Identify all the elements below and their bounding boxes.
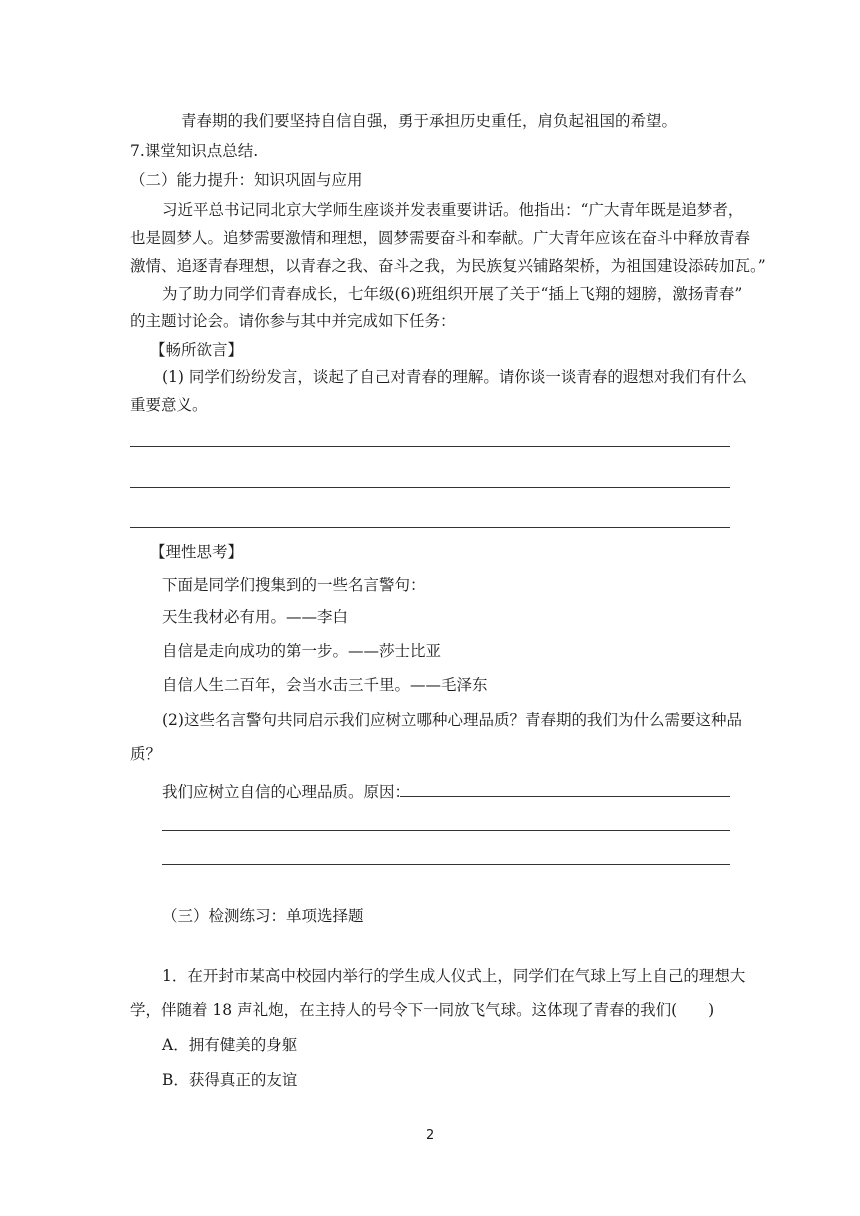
question-1-line-2: 重要意义。 bbox=[130, 396, 208, 414]
answer-line-2[interactable] bbox=[130, 487, 730, 488]
subsection-heading-think: 【理性思考】 bbox=[150, 543, 244, 561]
mcq-1-option-b[interactable]: B．获得真正的友谊 bbox=[162, 1071, 298, 1089]
answer-line-1[interactable] bbox=[130, 446, 730, 447]
mcq-1-option-a[interactable]: A．拥有健美的身躯 bbox=[162, 1036, 298, 1054]
answer-line-4[interactable] bbox=[162, 830, 730, 831]
answer-line-5[interactable] bbox=[162, 864, 730, 865]
question-1-line-1: (1) 同学们纷纷发言，谈起了自己对青春的理解。请你谈一谈青春的遐想对我们有什么 bbox=[162, 368, 747, 386]
mcq-1-line-2: 学，伴随着 18 声礼炮，在主持人的号令下一同放飞气球。这体现了青春的我们( ) bbox=[130, 1001, 715, 1019]
question-2-line-2: 质？ bbox=[130, 745, 162, 763]
summary-sentence: 青春期的我们要坚持自信自强，勇于承担历史重任，肩负起祖国的希望。 bbox=[181, 112, 678, 130]
answer-line-3[interactable] bbox=[130, 527, 730, 528]
task-intro-line-2: 的主题讨论会。请你参与其中并完成如下任务： bbox=[130, 312, 456, 330]
mcq-1-line-1: 1．在开封市某高中校园内举行的学生成人仪式上，同学们在气球上写上自己的理想大 bbox=[162, 967, 746, 985]
answer-reason-underline[interactable] bbox=[400, 796, 730, 797]
section-3-heading: （三）检测练习：单项选择题 bbox=[162, 907, 364, 925]
answer-prompt: 我们应树立自信的心理品质。原因： bbox=[162, 783, 411, 801]
material-paragraph-line-2: 也是圆梦人。追梦需要激情和理想，圆梦需要奋斗和奉献。广大青年应该在奋斗中释放青春 bbox=[130, 229, 751, 247]
quote-mao-zedong: 自信人生二百年，会当水击三千里。——毛泽东 bbox=[162, 676, 488, 694]
quotes-intro: 下面是同学们搜集到的一些名言警句： bbox=[162, 576, 426, 594]
quote-shakespeare: 自信是走向成功的第一步。——莎士比亚 bbox=[162, 642, 442, 660]
quote-li-bai: 天生我材必有用。——李白 bbox=[162, 608, 349, 626]
subsection-heading-speak: 【畅所欲言】 bbox=[150, 341, 244, 359]
question-2-line-1: (2)这些名言警句共同启示我们应树立哪种心理品质？青春期的我们为什么需要这种品 bbox=[162, 711, 742, 729]
item-7-heading: 7.课堂知识点总结. bbox=[130, 142, 259, 160]
material-paragraph-line-3: 激情、追逐青春理想，以青春之我、奋斗之我，为民族复兴铺路架桥，为祖国建设添砖加瓦。” bbox=[130, 257, 766, 275]
page-number: 2 bbox=[426, 1128, 435, 1143]
task-intro-line-1: 为了助力同学们青春成长，七年级(6)班组织开展了关于“插上飞翔的翅膀，激扬青春” bbox=[162, 285, 743, 303]
material-paragraph-line-1: 习近平总书记同北京大学师生座谈并发表重要讲话。他指出：“广大青年既是追梦者， bbox=[162, 201, 744, 219]
section-2-heading: （二）能力提升：知识巩固与应用 bbox=[130, 171, 363, 189]
